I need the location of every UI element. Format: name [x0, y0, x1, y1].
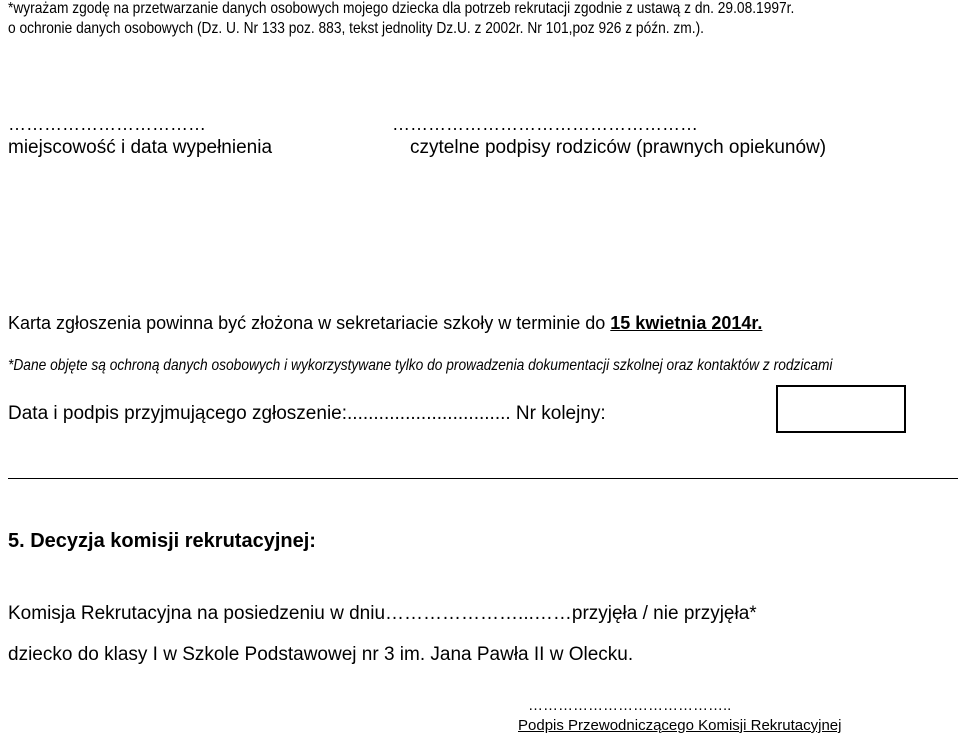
consent-line-1: *wyrażam zgodę na przetwarzanie danych osobowych mojego dziecka dla potrzeb rekrutacji zgodnie z ustawą z dn. 29.08.1997r.: [8, 0, 795, 17]
parents-signature-label: czytelne podpisy rodziców (prawnych opiekunów): [410, 137, 827, 158]
committee-decision-class-line: dziecko do klasy I w Szkole Podstawowej nr 3 im. Jana Pawła II w Olecku.: [8, 644, 634, 665]
acceptance-label: Data i podpis przyjmującego zgłoszenie:...............................: [8, 403, 511, 424]
acceptance-line: [8, 403, 606, 425]
separator-line: [8, 478, 958, 479]
place-date-label: miejscowość i data wypełnienia: [8, 137, 273, 158]
chair-signature-dots: …………………………………..: [528, 697, 732, 714]
deadline-text: Karta zgłoszenia powinna być złożona w sekretariacie szkoły w terminie do: [8, 313, 611, 333]
committee-decision-line: Komisja Rekrutacyjna na posiedzeniu w dniu…………………...……przyjęła / nie przyjęła*: [8, 603, 757, 624]
consent-line-2: o ochronie danych osobowych (Dz. U. Nr 133 poz. 883, tekst jednolity Dz.U. z 2002r. Nr 101,poz 926 z późn. zm.).: [8, 20, 704, 37]
data-protection-note: *Dane objęte są ochroną danych osobowych i wykorzystywane tylko do prowadzenia dokumentacji szkolnej oraz kontaktów z rodzicami: [8, 357, 833, 374]
decision-section-title: 5. Decyzja komisji rekrutacyjnej:: [8, 530, 316, 552]
sequence-number-box[interactable]: [776, 385, 906, 433]
chair-signature-label: Podpis Przewodniczącego Komisji Rekrutacyjnej: [518, 717, 842, 734]
place-date-dots: ……………………………: [8, 114, 206, 134]
sequence-number-label: Nr kolejny:: [510, 403, 606, 424]
deadline-date: 15 kwietnia 2014r.: [610, 313, 763, 333]
deadline-notice: [8, 313, 762, 334]
parents-signature-dots: ……………………………………………: [392, 114, 698, 134]
